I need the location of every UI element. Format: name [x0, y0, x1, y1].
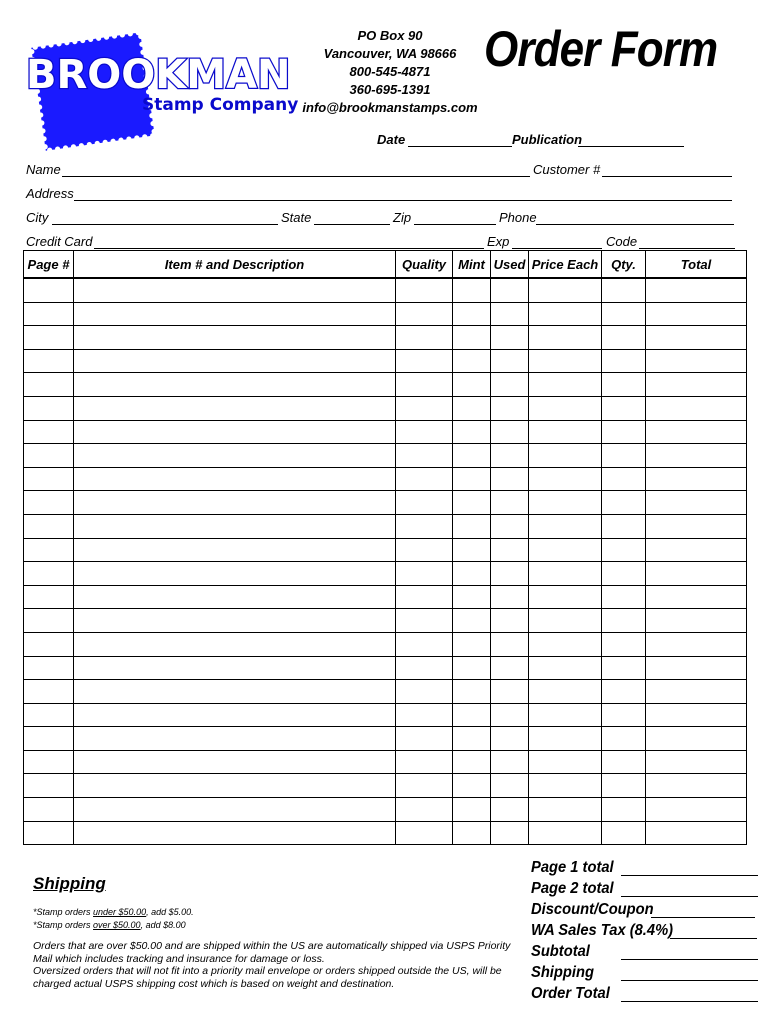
table-cell[interactable] — [24, 538, 74, 562]
table-cell[interactable] — [529, 491, 602, 515]
table-cell[interactable] — [602, 396, 646, 420]
table-cell[interactable] — [453, 420, 491, 444]
col-header-qty: Qty. — [602, 251, 646, 279]
table-cell[interactable] — [396, 302, 453, 326]
table-cell[interactable] — [74, 514, 396, 538]
table-cell[interactable] — [602, 373, 646, 397]
table-cell[interactable] — [24, 656, 74, 680]
table-cell[interactable] — [602, 491, 646, 515]
page1-total-field[interactable] — [621, 875, 758, 876]
table-cell[interactable] — [396, 278, 453, 302]
note-prefix: *Stamp orders — [33, 920, 94, 930]
table-cell[interactable] — [453, 798, 491, 822]
shipping-note-under — [33, 907, 194, 917]
date-label: Date — [377, 132, 406, 147]
table-cell[interactable] — [602, 703, 646, 727]
table-cell[interactable] — [491, 821, 529, 845]
name-label: Name — [26, 162, 61, 177]
shipping-total-label: Shipping — [531, 964, 594, 981]
table-cell[interactable] — [529, 609, 602, 633]
table-cell[interactable] — [491, 326, 529, 350]
table-cell[interactable] — [396, 467, 453, 491]
col-header-price-each: Price Each — [529, 251, 602, 279]
table-cell[interactable] — [529, 656, 602, 680]
table-cell[interactable] — [529, 373, 602, 397]
table-cell[interactable] — [24, 302, 74, 326]
table-cell[interactable] — [453, 727, 491, 751]
table-cell[interactable] — [529, 562, 602, 586]
table-cell[interactable] — [529, 798, 602, 822]
table-row — [24, 278, 747, 302]
table-row — [24, 609, 747, 633]
table-cell[interactable] — [529, 632, 602, 656]
table-cell[interactable] — [529, 278, 602, 302]
table-row — [24, 656, 747, 680]
note-underlined: under $50.00 — [93, 907, 147, 917]
table-cell[interactable] — [453, 750, 491, 774]
order-items-table — [23, 250, 747, 845]
table-cell[interactable] — [453, 632, 491, 656]
table-cell[interactable] — [491, 774, 529, 798]
table-cell[interactable] — [24, 585, 74, 609]
table-cell[interactable] — [646, 585, 747, 609]
table-cell[interactable] — [74, 680, 396, 704]
table-row — [24, 538, 747, 562]
table-cell[interactable] — [646, 396, 747, 420]
table-row — [24, 703, 747, 727]
table-row — [24, 373, 747, 397]
table-cell[interactable] — [74, 703, 396, 727]
col-header-item-description: Item # and Description — [74, 251, 396, 279]
table-cell[interactable] — [602, 774, 646, 798]
table-cell[interactable] — [453, 538, 491, 562]
table-cell[interactable] — [602, 326, 646, 350]
table-cell[interactable] — [602, 349, 646, 373]
table-cell[interactable] — [646, 750, 747, 774]
table-cell[interactable] — [491, 609, 529, 633]
table-cell[interactable] — [529, 396, 602, 420]
table-body — [24, 278, 747, 845]
table-cell[interactable] — [491, 703, 529, 727]
table-cell[interactable] — [602, 278, 646, 302]
table-cell[interactable] — [646, 703, 747, 727]
col-header-quality: Quality — [396, 251, 453, 279]
col-header-used: Used — [491, 251, 529, 279]
table-cell[interactable] — [646, 302, 747, 326]
table-cell[interactable] — [453, 326, 491, 350]
note-suffix: , add $8.00 — [140, 920, 186, 930]
table-cell[interactable] — [74, 750, 396, 774]
table-cell[interactable] — [602, 514, 646, 538]
table-cell[interactable] — [646, 609, 747, 633]
order-total-label: Order Total — [531, 985, 610, 1002]
table-cell[interactable] — [602, 538, 646, 562]
table-cell[interactable] — [396, 326, 453, 350]
table-cell[interactable] — [646, 444, 747, 468]
page-title: Order Form — [484, 21, 718, 77]
table-cell[interactable] — [529, 326, 602, 350]
table-cell[interactable] — [491, 278, 529, 302]
table-row — [24, 444, 747, 468]
table-cell[interactable] — [453, 680, 491, 704]
name-field[interactable] — [62, 176, 530, 177]
brookman-logo — [20, 32, 300, 152]
table-cell[interactable] — [74, 656, 396, 680]
wa-sales-tax-field[interactable] — [670, 938, 757, 939]
table-cell[interactable] — [602, 798, 646, 822]
table-cell[interactable] — [74, 373, 396, 397]
customer-number-field[interactable] — [602, 176, 732, 177]
table-cell[interactable] — [491, 514, 529, 538]
table-cell[interactable] — [24, 821, 74, 845]
shipping-title: Shipping — [33, 874, 106, 893]
table-cell[interactable] — [396, 562, 453, 586]
table-cell[interactable] — [491, 444, 529, 468]
table-cell[interactable] — [646, 774, 747, 798]
table-cell[interactable] — [453, 562, 491, 586]
table-cell[interactable] — [529, 727, 602, 751]
shipping-priority-paragraph: Orders that are over $50.00 and are shipped within the US are automatically shipped via USPS Priority Mail which includes tracking and insurance for damage or loss. — [33, 940, 511, 965]
logo-stamp-company-text: Stamp Company — [142, 95, 299, 115]
table-cell[interactable] — [491, 750, 529, 774]
table-cell[interactable] — [24, 278, 74, 302]
table-cell[interactable] — [24, 609, 74, 633]
table-cell[interactable] — [646, 278, 747, 302]
note-prefix: *Stamp orders — [33, 907, 94, 917]
table-cell[interactable] — [453, 491, 491, 515]
table-row — [24, 420, 747, 444]
table-cell[interactable] — [529, 680, 602, 704]
col-header-page: Page # — [24, 251, 74, 279]
table-cell[interactable] — [396, 798, 453, 822]
table-cell[interactable] — [529, 444, 602, 468]
table-cell[interactable] — [646, 514, 747, 538]
table-cell[interactable] — [491, 491, 529, 515]
col-header-total: Total — [646, 251, 747, 279]
address-label: Address — [26, 186, 74, 201]
table-cell[interactable] — [602, 444, 646, 468]
note-suffix: , add $5.00. — [146, 907, 194, 917]
wa-sales-tax-label: WA Sales Tax (8.4%) — [531, 922, 674, 939]
table-cell[interactable] — [24, 396, 74, 420]
shipping-oversized-paragraph: Oversized orders that will not fit into a priority mail envelope or orders shipped outside the US, will be charged actual USPS shipping cost which is based on weight and destination. — [33, 965, 502, 990]
table-cell[interactable] — [74, 538, 396, 562]
table-cell[interactable] — [646, 680, 747, 704]
table-cell[interactable] — [646, 798, 747, 822]
table-cell[interactable] — [646, 491, 747, 515]
table-cell[interactable] — [491, 467, 529, 491]
city-state: Vancouver, WA 98666 — [323, 46, 457, 61]
table-cell[interactable] — [396, 680, 453, 704]
table-cell[interactable] — [646, 562, 747, 586]
table-cell[interactable] — [491, 727, 529, 751]
table-cell[interactable] — [74, 491, 396, 515]
credit-card-label: Credit Card — [26, 234, 93, 249]
table-cell[interactable] — [24, 349, 74, 373]
table-cell[interactable] — [396, 750, 453, 774]
table-cell[interactable] — [396, 444, 453, 468]
table-cell[interactable] — [602, 632, 646, 656]
table-cell[interactable] — [396, 821, 453, 845]
table-cell[interactable] — [602, 467, 646, 491]
zip-label: Zip — [393, 210, 412, 225]
code-field[interactable] — [639, 248, 735, 249]
table-cell[interactable] — [453, 514, 491, 538]
table-cell[interactable] — [74, 727, 396, 751]
email: info@brookmanstamps.com — [302, 100, 478, 115]
table-cell[interactable] — [529, 774, 602, 798]
table-cell[interactable] — [602, 609, 646, 633]
table-cell[interactable] — [646, 467, 747, 491]
table-cell[interactable] — [529, 420, 602, 444]
table-cell[interactable] — [74, 798, 396, 822]
table-cell[interactable] — [529, 585, 602, 609]
table-row — [24, 349, 747, 373]
table-cell[interactable] — [396, 727, 453, 751]
table-cell[interactable] — [529, 750, 602, 774]
credit-card-field[interactable] — [94, 248, 484, 249]
exp-label: Exp — [487, 234, 510, 249]
table-cell[interactable] — [74, 278, 396, 302]
table-cell[interactable] — [491, 562, 529, 586]
table-cell[interactable] — [74, 821, 396, 845]
table-cell[interactable] — [74, 444, 396, 468]
table-cell[interactable] — [453, 349, 491, 373]
table-cell[interactable] — [24, 727, 74, 751]
table-cell[interactable] — [453, 467, 491, 491]
table-cell[interactable] — [396, 373, 453, 397]
table-cell[interactable] — [453, 373, 491, 397]
table-row — [24, 326, 747, 350]
table-cell[interactable] — [646, 727, 747, 751]
table-cell[interactable] — [453, 821, 491, 845]
table-cell[interactable] — [602, 750, 646, 774]
table-cell[interactable] — [602, 420, 646, 444]
phone-label: Phone — [499, 210, 537, 225]
note-underlined: over $50.00 — [93, 920, 141, 930]
table-header-row — [24, 251, 747, 279]
table-cell[interactable] — [602, 302, 646, 326]
phone-2: 360-695-1391 — [349, 82, 431, 97]
table-cell[interactable] — [396, 703, 453, 727]
table-cell[interactable] — [453, 656, 491, 680]
table-cell[interactable] — [491, 349, 529, 373]
table-cell[interactable] — [491, 656, 529, 680]
table-cell[interactable] — [24, 703, 74, 727]
table-cell[interactable] — [74, 349, 396, 373]
exp-field[interactable] — [512, 248, 602, 249]
table-cell[interactable] — [396, 632, 453, 656]
table-cell[interactable] — [602, 821, 646, 845]
table-cell[interactable] — [491, 632, 529, 656]
table-cell[interactable] — [602, 656, 646, 680]
table-cell[interactable] — [24, 562, 74, 586]
table-cell[interactable] — [396, 396, 453, 420]
po-box: PO Box 90 — [357, 28, 423, 43]
table-cell[interactable] — [74, 302, 396, 326]
table-row — [24, 632, 747, 656]
table-cell[interactable] — [646, 373, 747, 397]
table-cell[interactable] — [396, 514, 453, 538]
zip-field[interactable] — [414, 224, 496, 225]
shipping-total-field[interactable] — [621, 980, 758, 981]
table-cell[interactable] — [453, 703, 491, 727]
table-cell[interactable] — [453, 585, 491, 609]
page2-total-field[interactable] — [621, 896, 758, 897]
table-cell[interactable] — [529, 467, 602, 491]
page2-total-label: Page 2 total — [531, 880, 614, 897]
table-row — [24, 821, 747, 845]
logo-brookman-text: BROOKMAN — [26, 52, 291, 98]
customer-number-label: Customer # — [533, 162, 601, 177]
table-cell[interactable] — [491, 585, 529, 609]
table-row — [24, 798, 747, 822]
city-field[interactable] — [52, 224, 278, 225]
table-cell[interactable] — [646, 420, 747, 444]
table-row — [24, 467, 747, 491]
table-cell[interactable] — [74, 467, 396, 491]
table-cell[interactable] — [24, 774, 74, 798]
table-cell[interactable] — [74, 420, 396, 444]
table-cell[interactable] — [24, 632, 74, 656]
table-cell[interactable] — [74, 396, 396, 420]
col-header-mint: Mint — [453, 251, 491, 279]
phone-1: 800-545-4871 — [349, 64, 431, 79]
table-row — [24, 562, 747, 586]
table-cell[interactable] — [529, 821, 602, 845]
table-cell[interactable] — [529, 538, 602, 562]
table-cell[interactable] — [453, 444, 491, 468]
phone-field[interactable] — [536, 224, 734, 225]
table-cell[interactable] — [24, 467, 74, 491]
table-cell[interactable] — [24, 798, 74, 822]
table-row — [24, 302, 747, 326]
order-total-field[interactable] — [621, 1001, 758, 1002]
table-row — [24, 514, 747, 538]
table-cell[interactable] — [491, 396, 529, 420]
table-cell[interactable] — [529, 514, 602, 538]
table-cell[interactable] — [396, 656, 453, 680]
table-cell[interactable] — [529, 302, 602, 326]
table-cell[interactable] — [74, 585, 396, 609]
table-cell[interactable] — [396, 774, 453, 798]
subtotal-field[interactable] — [621, 959, 758, 960]
table-row — [24, 585, 747, 609]
table-cell[interactable] — [24, 444, 74, 468]
table-cell[interactable] — [74, 562, 396, 586]
table-cell[interactable] — [24, 373, 74, 397]
discount-coupon-label: Discount/Coupon — [531, 901, 654, 918]
table-cell[interactable] — [646, 632, 747, 656]
table-cell[interactable] — [396, 538, 453, 562]
table-cell[interactable] — [646, 656, 747, 680]
table-cell[interactable] — [529, 703, 602, 727]
table-cell[interactable] — [491, 373, 529, 397]
table-cell[interactable] — [453, 278, 491, 302]
table-cell[interactable] — [453, 774, 491, 798]
table-cell[interactable] — [491, 798, 529, 822]
table-row — [24, 491, 747, 515]
table-cell[interactable] — [453, 302, 491, 326]
publication-label: Publication — [512, 132, 583, 147]
code-label: Code — [606, 234, 638, 249]
table-cell[interactable] — [74, 632, 396, 656]
table-cell[interactable] — [74, 609, 396, 633]
state-field[interactable] — [314, 224, 390, 225]
table-cell[interactable] — [24, 491, 74, 515]
table-row — [24, 774, 747, 798]
subtotal-label: Subtotal — [531, 943, 590, 960]
table-cell[interactable] — [646, 538, 747, 562]
table-cell[interactable] — [396, 349, 453, 373]
table-cell[interactable] — [491, 538, 529, 562]
address-field[interactable] — [74, 200, 732, 201]
table-cell[interactable] — [396, 491, 453, 515]
date-field[interactable] — [408, 146, 512, 147]
table-cell[interactable] — [453, 609, 491, 633]
table-cell[interactable] — [602, 680, 646, 704]
table-cell[interactable] — [453, 396, 491, 420]
table-cell[interactable] — [602, 585, 646, 609]
page1-total-label: Page 1 total — [531, 859, 614, 876]
city-label: City — [26, 210, 49, 225]
table-cell[interactable] — [74, 774, 396, 798]
table-cell[interactable] — [646, 326, 747, 350]
table-cell[interactable] — [491, 420, 529, 444]
table-cell[interactable] — [491, 302, 529, 326]
table-cell[interactable] — [396, 420, 453, 444]
shipping-note-over — [33, 920, 186, 930]
table-cell[interactable] — [646, 349, 747, 373]
table-cell[interactable] — [529, 349, 602, 373]
table-cell[interactable] — [396, 585, 453, 609]
table-cell[interactable] — [24, 326, 74, 350]
table-cell[interactable] — [602, 727, 646, 751]
table-cell[interactable] — [74, 326, 396, 350]
table-row — [24, 680, 747, 704]
table-cell[interactable] — [24, 514, 74, 538]
table-cell[interactable] — [602, 562, 646, 586]
state-label: State — [281, 210, 312, 225]
table-cell[interactable] — [24, 680, 74, 704]
table-cell[interactable] — [396, 609, 453, 633]
table-cell[interactable] — [646, 821, 747, 845]
table-cell[interactable] — [24, 420, 74, 444]
table-row — [24, 396, 747, 420]
table-cell[interactable] — [24, 750, 74, 774]
table-cell[interactable] — [491, 680, 529, 704]
publication-field[interactable] — [578, 146, 684, 147]
discount-coupon-field[interactable] — [651, 917, 755, 918]
table-row — [24, 727, 747, 751]
table-row — [24, 750, 747, 774]
